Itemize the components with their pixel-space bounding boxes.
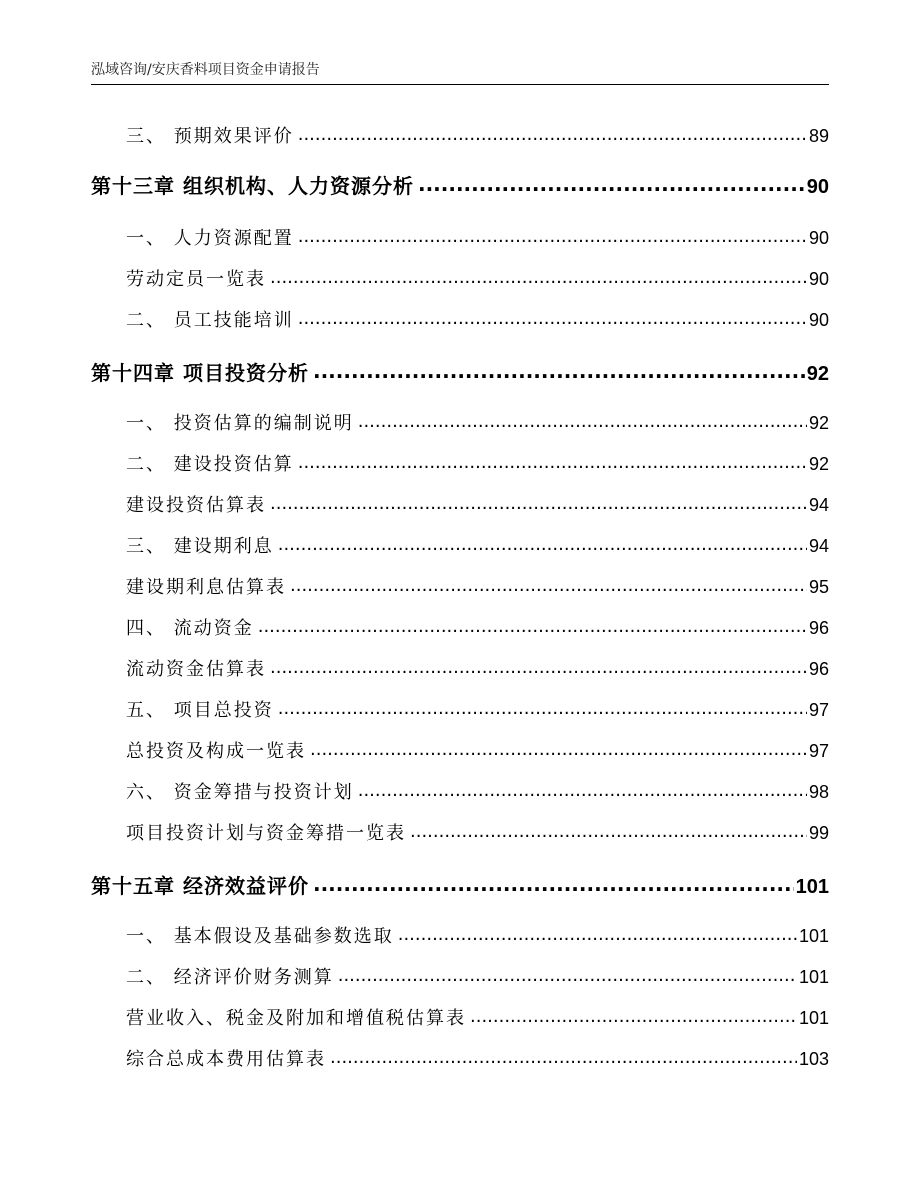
toc-dot-leader — [330, 1047, 797, 1068]
toc-dot-leader — [258, 616, 807, 637]
toc-page-number: 94 — [808, 495, 829, 515]
toc-dot-leader — [278, 698, 807, 719]
toc-page-number: 92 — [808, 454, 829, 474]
running-header: 泓域咨询/安庆香料项目资金申请报告 — [91, 62, 320, 78]
toc-page-number: 90 — [808, 269, 829, 289]
toc-page-number: 95 — [808, 577, 829, 597]
toc-page-number: 101 — [795, 876, 829, 898]
toc-dot-leader — [298, 308, 807, 329]
toc-entry-label: 四、 流动资金 — [126, 618, 254, 639]
toc-page-number: 96 — [808, 618, 829, 638]
toc-chapter-entry[interactable] — [91, 170, 829, 199]
toc-entry-label: 一、 基本假设及基础参数选取 — [126, 926, 394, 947]
toc-section-entry[interactable] — [126, 409, 829, 435]
toc-page-number: 103 — [798, 1049, 829, 1069]
toc-section-entry[interactable] — [126, 491, 829, 517]
toc-page-number: 92 — [808, 413, 829, 433]
toc-page-number: 101 — [798, 967, 829, 987]
toc-chapter-entry[interactable] — [91, 870, 829, 899]
toc-section-entry[interactable] — [126, 450, 829, 476]
toc-dot-leader — [358, 780, 807, 801]
toc-entry-label: 二、 员工技能培训 — [126, 310, 294, 331]
toc-entry-label: 第十五章 经济效益评价 — [91, 874, 309, 898]
toc-dot-leader — [470, 1006, 797, 1027]
toc-entry-label: 综合总成本费用估算表 — [126, 1049, 326, 1070]
toc-page-number: 90 — [806, 176, 829, 198]
toc-page-number: 89 — [808, 126, 829, 146]
toc-page-number: 101 — [798, 926, 829, 946]
toc-entry-label: 三、 建设期利息 — [126, 536, 274, 557]
toc-entry-label: 营业收入、税金及附加和增值税估算表 — [126, 1008, 466, 1029]
toc-entry-label: 第十三章 组织机构、人力资源分析 — [91, 174, 414, 198]
toc-entry-label: 二、 建设投资估算 — [126, 454, 294, 475]
toc-entry-label: 总投资及构成一览表 — [126, 741, 306, 762]
toc-section-entry[interactable] — [126, 1045, 829, 1071]
toc-entry-label: 三、 预期效果评价 — [126, 126, 294, 147]
toc-section-entry[interactable] — [126, 224, 829, 250]
toc-page-number: 97 — [808, 741, 829, 761]
toc-section-entry[interactable] — [126, 122, 829, 148]
toc-page-number: 92 — [806, 363, 829, 385]
toc-section-entry[interactable] — [126, 573, 829, 599]
toc-dot-leader — [410, 821, 807, 842]
toc-page-number: 98 — [808, 782, 829, 802]
toc-page-number: 90 — [808, 228, 829, 248]
toc-entry-label: 六、 资金筹措与投资计划 — [126, 782, 354, 803]
toc-section-entry[interactable] — [126, 614, 829, 640]
toc-entry-label: 建设期利息估算表 — [126, 577, 286, 598]
toc-page-number: 90 — [808, 310, 829, 330]
toc-dot-leader — [313, 872, 794, 896]
toc-dot-leader — [398, 924, 797, 945]
toc-entry-label: 五、 项目总投资 — [126, 700, 274, 721]
toc-dot-leader — [298, 452, 807, 473]
toc-dot-leader — [270, 657, 807, 678]
toc-section-entry[interactable] — [126, 922, 829, 948]
toc-section-entry[interactable] — [126, 306, 829, 332]
toc-section-entry[interactable] — [126, 696, 829, 722]
toc-dot-leader — [270, 493, 807, 514]
toc-dot-leader — [358, 411, 807, 432]
toc-chapter-entry[interactable] — [91, 357, 829, 386]
toc-section-entry[interactable] — [126, 1004, 829, 1030]
toc-dot-leader — [418, 172, 805, 196]
toc-section-entry[interactable] — [126, 778, 829, 804]
toc-entry-label: 项目投资计划与资金筹措一览表 — [126, 823, 406, 844]
toc-dot-leader — [313, 359, 805, 383]
toc-section-entry[interactable] — [126, 532, 829, 558]
toc-dot-leader — [338, 965, 797, 986]
toc-page-number: 94 — [808, 536, 829, 556]
toc-entry-label: 劳动定员一览表 — [126, 269, 266, 290]
toc-section-entry[interactable] — [126, 819, 829, 845]
toc-page-number: 101 — [798, 1008, 829, 1028]
toc-entry-label: 一、 人力资源配置 — [126, 228, 294, 249]
toc-entry-label: 一、 投资估算的编制说明 — [126, 413, 354, 434]
toc-dot-leader — [298, 226, 807, 247]
toc-dot-leader — [278, 534, 807, 555]
toc-page-number: 99 — [808, 823, 829, 843]
toc-dot-leader — [270, 267, 807, 288]
toc-entry-label: 流动资金估算表 — [126, 659, 266, 680]
toc-section-entry[interactable] — [126, 265, 829, 291]
header-rule — [91, 84, 829, 85]
toc-dot-leader — [298, 124, 807, 145]
toc-entry-label: 二、 经济评价财务测算 — [126, 967, 334, 988]
toc-section-entry[interactable] — [126, 963, 829, 989]
toc-section-entry[interactable] — [126, 655, 829, 681]
toc-page-number: 97 — [808, 700, 829, 720]
toc-dot-leader — [290, 575, 807, 596]
toc-entry-label: 建设投资估算表 — [126, 495, 266, 516]
toc-entry-label: 第十四章 项目投资分析 — [91, 361, 309, 385]
toc-section-entry[interactable] — [126, 737, 829, 763]
toc-dot-leader — [310, 739, 807, 760]
toc-page-number: 96 — [808, 659, 829, 679]
